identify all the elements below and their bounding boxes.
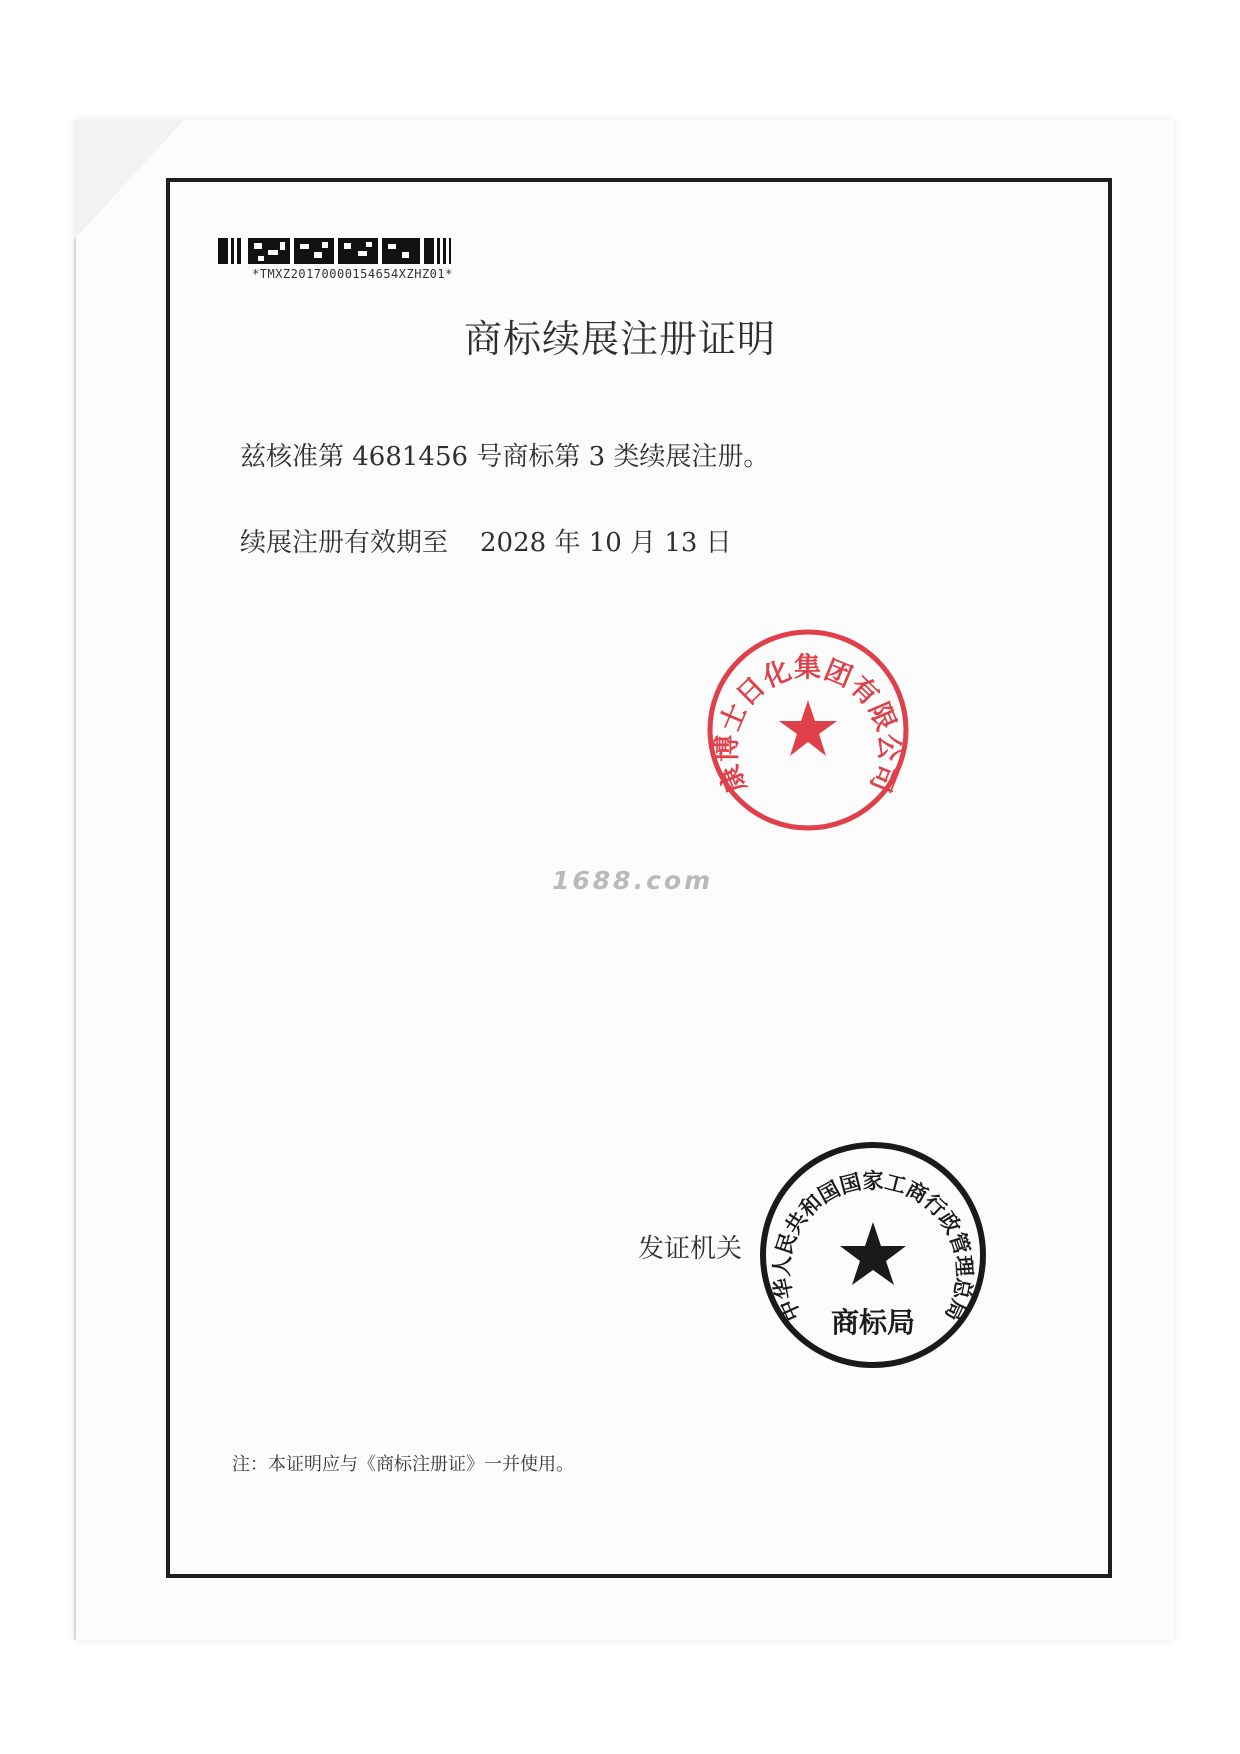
company-seal-text: 康博士日化集团有限公司 bbox=[711, 652, 905, 798]
issuer-label: 发证机关 bbox=[638, 1234, 743, 1264]
approval-statement: 兹核准第 4681456 号商标第 3 类续展注册。 bbox=[240, 442, 770, 472]
issuer-seal-bottom-text: 商标局 bbox=[830, 1306, 916, 1339]
company-seal bbox=[702, 624, 914, 836]
issuer-seal-ring-text: 中华人民共和国国家工商行政管理总局 bbox=[768, 1168, 978, 1326]
watermark: 1688.com bbox=[552, 866, 714, 895]
issuer-seal bbox=[756, 1138, 990, 1372]
certificate-title: 商标续展注册证明 bbox=[463, 317, 776, 361]
barcode-number: *TMXZ20170000154654XZHZ01* bbox=[252, 267, 453, 281]
footnote: 注：本证明应与《商标注册证》一并使用。 bbox=[232, 1454, 574, 1475]
validity-date: 2028 年 10 月 13 日 bbox=[480, 528, 732, 558]
star-icon bbox=[779, 700, 837, 756]
star-icon bbox=[840, 1222, 906, 1285]
validity-line bbox=[240, 522, 732, 559]
barcode bbox=[218, 234, 478, 266]
validity-label: 续展注册有效期至 bbox=[240, 528, 449, 558]
